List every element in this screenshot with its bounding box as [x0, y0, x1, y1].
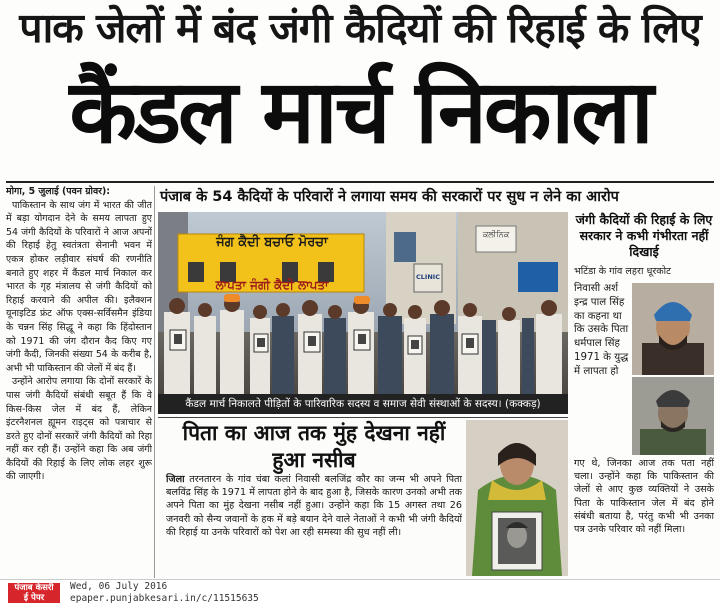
kicker-headline: पाक जेलों में बंद जंगी कैदियों की रिहाई के लिए: [19, 4, 701, 52]
left-column-story: [6, 185, 152, 579]
father-portrait-photo: [632, 377, 714, 455]
brand-sub: ई पेपर: [23, 593, 45, 603]
dateline: मोगा, 5 जुलाई (पवन ग्रोवर):: [6, 186, 111, 197]
headline-rule: [6, 181, 714, 183]
photo-caption: कैंडल मार्च निकालते पीड़ितों के पारिवारिक सदस्य व समाज सेवी संस्थाओं के सदस्य। (कक्कड़): [158, 394, 568, 414]
edition-date: Wed, 06 July 2016: [70, 581, 168, 592]
side-story-text-narrow: निवासी अर्श इन्द्र पाल सिंह का कहना था कि उसके पिता धर्मपाल सिंह 1971 के युद्ध में लापता हो: [574, 283, 629, 377]
main-headline: कैंडल मार्च निकाला: [69, 60, 651, 163]
column-divider: [154, 186, 155, 578]
son-portrait-photo: [632, 283, 714, 375]
story-2-place: जिला: [166, 474, 185, 485]
brand-name: पंजाब केसरी: [14, 583, 54, 593]
banner-text-1: ਜੰਗ ਕੈਦੀ ਬਚਾਓ ਮੋਰਚਾ: [216, 235, 328, 250]
story-2-body: [166, 473, 462, 539]
side-story-text-wide: गए थे, जिनका आज तक पता नहीं चला। उन्होंने कहा कि पाकिस्तान की जेलों से आए कुछ व्यक्तियों ने उसके पिता के पाकिस्तान जेल में बंद होने संबंधी बताया है, परंतु कभी भी उनका पत्र उनके परिवार को नहीं मिला।: [574, 458, 714, 536]
punjab-kesari-logo: [8, 583, 60, 603]
clinic-sign: CLINIC: [416, 273, 440, 281]
story-2-headline: पिता का आज तक मुंह देखना नहीं हुआ नसीब: [182, 421, 446, 472]
left-column-paragraph-2: उन्होंने आरोप लगाया कि दोनों सरकारें के पास जंगी कैदियों संबंधी सबूत हैं कि वे किस-किस जेल में बंद हैं, लेकिन इंटरनैशनल ह्यूमन राइट्स को पत्राचार से डरते हुए दोनों सरकारें जंगी कैदियों को रिहा नहीं कर रही हैं। उन्होंने कहा कि अब जंगी कैदियों की रिहाई के लिए लोक लहर शुरू की जाएगी।: [6, 376, 152, 483]
side-story-byline: भटिंडा के गांव लहरा धूरकोट: [574, 266, 671, 277]
banner-text-2: ਲਾਪਤਾ ਜੰਗੀ ਕੈਦੀ ਲਾਪਤਾ: [215, 278, 329, 292]
side-story-headline: जंगी कैदियों की रिहाई के लिए सरकार ने कभी गंभीरता नहीं दिखाई: [575, 212, 713, 259]
candle-march-photo: [158, 212, 568, 394]
epaper-url: epaper.punjabkesari.in/c/11515635: [70, 593, 259, 604]
left-column-paragraph-1: पाकिस्तान के साथ जंग में भारत की जीत में बड़ा योगदान देने के समय लापता हुए 54 जंगी कैदियों के परिवारों ने आज अपनों की रिहाई हेतु स्वतंत्रता सेनानी भवन में एकत्र होकर लड़ीवार संघर्ष की रणनीति बनाते हुए शहर में कैंडल मार्च निकाल कर भारत के गृह मंत्रालय से जंगी कैदियों को रिहाई करवाने की अपील की। इलैक्शन यूनाइटिड फ्रंट ऑफ एक्स-सर्विसमैन इंडिया के चन्नन सिंह सिद्धू ने कहा कि हिंदोस्तान को 1971 की जंग दौरान कैद किए गए जंगी कैदी, जिनकी संख्या 54 के करीब है, अभी भी पाकिस्तान की जेलों में बंद हैं।: [6, 199, 152, 374]
subheadline: पंजाब के 54 कैदियों के परिवारों ने लगाया समय की सरकारों पर सुध न लेने का आरोप: [160, 189, 619, 205]
shop-sign: ਕਲੀਨਿਕ: [482, 230, 510, 239]
story-2-text: तरनतारन के गांव चंबा कलां निवासी बलजिंद्र कौर का जन्म भी अपने पिता बलविंद्र सिंह के 1971 में लापता होने के बाद हुआ है, जिसके कारण उनको अभी तक अपने पिता का मुंह देखना नसीब नहीं हुआ। उन्होंने कहा कि 15 अगस्त तथा 26 जनवरी को सैन्य जवानों के हक में बड़े बयान देने वाले नेताओं ने कभी भी जंगी कैदियों की रिहाई या उनके परिवारों को पेश आ रही समस्या की सुध नहीं ली।: [166, 474, 462, 538]
woman-holding-photo: [466, 420, 568, 576]
